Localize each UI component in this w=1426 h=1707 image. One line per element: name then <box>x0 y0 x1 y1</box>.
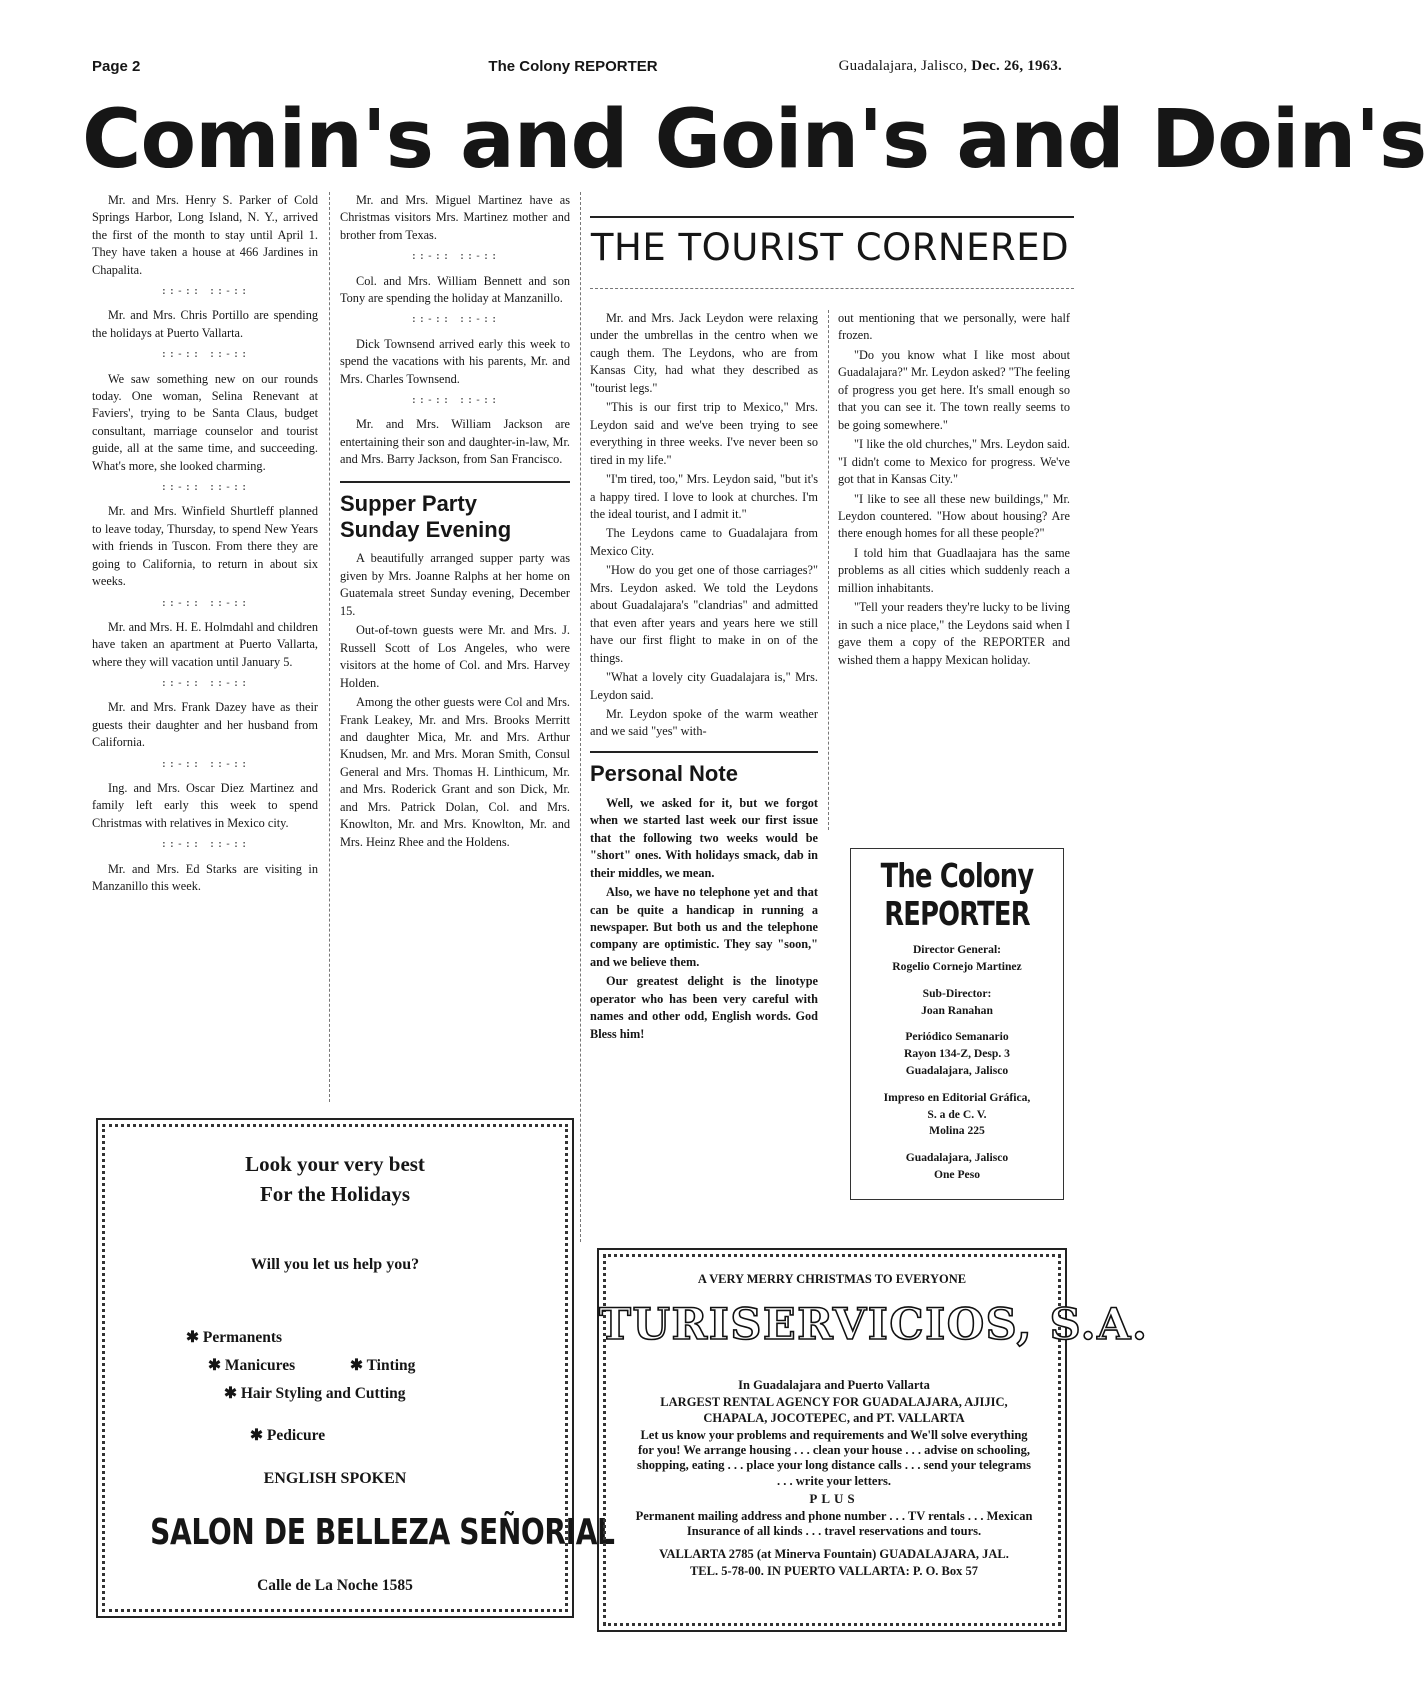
news-item: Mr. and Mrs. William Jackson are entertaining their son and daughter-in-law, Mr. and Mrs. Barry Jackson, from San Francisco. <box>340 417 570 467</box>
supper-paragraph: Out-of-town guests were Mr. and Mrs. J. Russell Scott of Los Angeles, who were visitors at the home of Col. and Mrs. Harvey Holden. <box>340 623 570 690</box>
tourist-paragraph: "I like the old churches," Mrs. Leydon said. "I didn't come to Mexico for progress. We've got that in Kansas City." <box>838 437 1070 487</box>
page-number: Page 2 <box>92 58 141 75</box>
salon-headline-line1: Look your very best <box>245 1152 425 1176</box>
tourist-paragraph: out mentioning that we personally, were half frozen. <box>838 311 1070 343</box>
tourist-paragraph: I told him that Guadlaajara has the same problems as all cities which suddenly reach a million inhabitants. <box>838 545 1070 595</box>
section-divider <box>590 751 818 753</box>
reporter-masthead-box <box>850 848 1064 1200</box>
reporter-logo <box>874 857 1039 932</box>
service-permanents: ✱ Permanents <box>186 1329 283 1346</box>
society-column-2 <box>340 192 570 853</box>
tourist-paragraph: "Tell your readers they're lucky to be living in such a nice place," the Leydons said when I gave them a copy of the REPORTER and wished them a happy Mexican holiday. <box>838 600 1070 667</box>
supper-headline-line1: Supper Party <box>340 490 477 516</box>
director-name: Rogelio Cornejo Martinez <box>892 960 1022 974</box>
turiservicios-body <box>635 1378 1033 1582</box>
news-item: Ing. and Mrs. Oscar Diez Martinez and family left early this week to spend Christmas with relatives in Mexico city. <box>92 781 318 830</box>
column-rule <box>580 192 581 1242</box>
turis-address: VALLARTA 2785 (at Minerva Fountain) GUADALAJARA, JAL. <box>659 1547 1009 1562</box>
subdirector-name: Joan Ranahan <box>921 1003 993 1017</box>
separator: ::-:: ::-:: <box>160 678 250 690</box>
separator: ::-:: ::-:: <box>410 251 500 263</box>
supper-party-headline <box>340 491 570 543</box>
tourist-paragraph: "What a lovely city Guadalajara is," Mrs. Leydon said. <box>590 670 818 702</box>
supper-headline-line2: Sunday Evening <box>340 516 512 542</box>
turis-agency: LARGEST RENTAL AGENCY FOR GUADALAJARA, AJIJIC, CHAPALA, JOCOTEPEC, and PT. VALLARTA <box>660 1395 1008 1425</box>
tourist-column-1 <box>590 310 818 1045</box>
salon-headline-line2: For the Holidays <box>259 1181 411 1206</box>
tourist-paragraph: "This is our first trip to Mexico," Mrs. Leydon said and we've been trying to see everything in three weeks. I've never been so tired in my life." <box>590 400 818 467</box>
service-hair-styling: ✱ Hair Styling and Cutting <box>224 1385 406 1402</box>
turis-locations: In Guadalajara and Puerto Vallarta <box>738 1378 930 1392</box>
news-item: Mr. and Mrs. Miguel Martinez have as Christmas visitors Mrs. Martinez mother and brother from Texas. <box>340 193 570 242</box>
tourist-paragraph: "Do you know what I like most about Guadalajara?" Mr. Leydon asked? "The feeling of progress you get here. It's small enough so that you can see it. The town really seems to be going somewhere." <box>838 347 1070 432</box>
tourist-top-rule <box>590 216 1074 218</box>
separator: ::-:: ::-:: <box>410 314 500 326</box>
separator: ::-:: ::-:: <box>160 286 250 298</box>
tourist-paragraph: Mr. and Mrs. Jack Leydon were relaxing under the umbrellas in the centro when we caugh them. The Leydons, who are from Kansas City, had what they described as "tourist legs." <box>590 311 818 395</box>
office-address: Rayon 134-Z, Desp. 3 <box>904 1047 1010 1061</box>
personal-note-headline: Personal Note <box>590 760 738 786</box>
news-item: Dick Townsend arrived early this week to spend the vacations with his parents, Mr. and Mrs. Charles Townsend. <box>340 336 570 386</box>
tourist-bottom-rule <box>590 288 1074 289</box>
salon-advertisement <box>96 1118 615 1618</box>
separator: ::-:: ::-:: <box>160 597 250 609</box>
personal-note-body <box>590 795 818 1043</box>
salon-address: Calle de La Noche 1585 <box>257 1577 413 1594</box>
personal-paragraph: Also, we have no telephone yet and that can be quite a handicap in running a newspaper. But both us and the telephone company are optimistic. They say "soon," and we believe them. <box>590 885 818 969</box>
separator: ::-:: ::-:: <box>160 349 250 361</box>
news-item: Mr. and Mrs. Chris Portillo are spending the holidays at Puerto Vallarta. <box>92 308 318 340</box>
printer-city: Guadalajara, Jalisco <box>905 1151 1009 1165</box>
turiservicios-logo: TURISERVICIOS, S.A. <box>599 1300 1149 1350</box>
page-headline: Comin's and Goin's and Doin's <box>82 93 1426 187</box>
christmas-greeting: A VERY MERRY CHRISTMAS TO EVERYONE <box>697 1272 967 1286</box>
news-item: Col. and Mrs. William Bennett and son Tony are spending the holiday at Manzanillo. <box>340 273 570 305</box>
news-item: Mr. and Mrs. H. E. Holmdahl and children have taken an apartment at Puerto Vallarta, where they will vacation until January 5. <box>92 619 318 669</box>
reporter-logo-line1: The Colony <box>880 856 1034 895</box>
separator: ::-:: ::-:: <box>160 839 250 851</box>
turis-extras: Permanent mailing address and phone number . . . TV rentals . . . Mexican Insurance of all kinds . . . travel reservations and tours. <box>635 1508 1033 1538</box>
service-pedicure: ✱ Pedicure <box>250 1427 326 1444</box>
turis-phone: TEL. 5-78-00. IN PUERTO VALLARTA: P. O. Box 57 <box>689 1564 979 1579</box>
salon-headline <box>98 1150 572 1210</box>
paper-name: The Colony REPORTER <box>488 58 658 75</box>
service-manicures: ✱ Manicures <box>208 1357 296 1374</box>
salon-name: SALON DE BELLEZA SEÑORIAL <box>150 1512 615 1553</box>
news-item: Mr. and Mrs. Winfield Shurtleff planned to leave today, Thursday, to spend New Years with friends in Tuscon. From there they are going to California, to return in about six weeks. <box>92 504 318 589</box>
dateline <box>839 58 1062 75</box>
printer-street: Molina 225 <box>929 1124 985 1138</box>
turis-services: Let us know your problems and requirements and We'll solve everything for you! We arrange housing . . . clean your house . . . advise on schooling, shopping, eating . . . place your long distance calls . . . send your telegrams . . . write your letters. <box>636 1427 1031 1488</box>
director-label: Director General: <box>912 943 1002 957</box>
office-city: Guadalajara, Jalisco <box>905 1064 1009 1077</box>
tourist-headline: THE TOURIST CORNERED <box>590 226 1070 269</box>
english-spoken: ENGLISH SPOKEN <box>263 1470 407 1487</box>
news-item: Mr. and Mrs. Henry S. Parker of Cold Springs Harbor, Long Island, N. Y., arrived the first of the month to stay until April 1. They have taken a house at 466 Jardines in Chapalita. <box>92 193 318 277</box>
periodico-label: Periódico Semanario <box>905 1030 1009 1044</box>
separator: ::-:: ::-:: <box>160 758 250 770</box>
separator: ::-:: ::-:: <box>160 482 250 494</box>
turis-plus: PLUS <box>809 1490 859 1506</box>
printer-label: Impreso en Editorial Gráfica, <box>883 1090 1031 1104</box>
column-rule <box>329 192 330 1102</box>
dateline-date: Dec. 26, 1963. <box>971 58 1062 74</box>
tourist-paragraph: "I'm tired, too," Mrs. Leydon said, "but it's a happy tired. I love to look at churches. I'm the ideal tourist, and I admit it." <box>590 472 818 521</box>
supper-paragraph: Among the other guests were Col and Mrs. Frank Leakey, Mr. and Mrs. Brooks Merritt and daughter Mica, Mr. and Mrs. Arthur Knudsen, Mr. and Mrs. Moran Smith, Consul General and Mrs. Thomas H. Linthicum, Mr. and Mrs. Roderick Grant and son Dick, Mr. and Mrs. Patrick Dolan, Col. and Mrs. Knowlton, Mr. and Mrs. Knowlton, Mr. and Mrs. Heinz Rhee and the Holdens. <box>340 695 570 849</box>
news-item: Mr. and Mrs. Ed Starks are visiting in Manzanillo this week. <box>92 861 318 893</box>
personal-paragraph: Well, we asked for it, but we forgot when we started last week our first issue that the following two weeks would be "short" ones. With holidays smack, dab in their middles, we mean. <box>590 795 818 880</box>
separator: ::-:: ::-:: <box>410 395 500 406</box>
tourist-paragraph: "How do you get one of those carriages?" Mrs. Leydon asked. We told the Leydons about Guadalajara's "clandrias" and admitted that even after years and years here we still have our first flight to make in on of the things. <box>590 563 818 665</box>
section-divider <box>340 481 570 483</box>
news-item: Mr. and Mrs. Frank Dazey have as their guests their daughter and her husband from California. <box>92 700 318 750</box>
tourist-column-2 <box>838 310 1070 671</box>
salon-question: Will you let us help you? <box>250 1256 420 1273</box>
price: One Peso <box>933 1167 981 1181</box>
tourist-paragraph: "I like to see all these new buildings," Mr. Leydon countered. "How about housing? Are there enough homes for all these people?" <box>838 491 1070 541</box>
service-tinting: ✱ Tinting <box>350 1357 416 1374</box>
column-rule <box>828 310 829 830</box>
tourist-paragraph: Mr. Leydon spoke of the warm weather and we said "yes" with- <box>590 706 818 739</box>
supper-paragraph: A beautifully arranged supper party was given by Mrs. Joanne Ralphs at her home on Guatemala street Sunday evening, December 15. <box>340 551 570 618</box>
society-column-1 <box>92 192 318 897</box>
reporter-logo-line2: REPORTER <box>884 893 1030 933</box>
subdirector-label: Sub-Director: <box>922 986 992 1000</box>
printer-company: S. a de C. V. <box>927 1107 987 1121</box>
turiservicios-advertisement <box>597 1248 1149 1632</box>
personal-paragraph: Our greatest delight is the linotype operator who has been very careful with names and other odd, English words. God Bless him! <box>590 974 818 1041</box>
dateline-place: Guadalajara, Jalisco, <box>838 58 972 74</box>
news-item: We saw something new on our rounds today. One woman, Selina Renevant at Faviers', trying to be Santa Claus, budget consultant, marriage counselor and tourist guide, all at the same time, and succeeding. What's more, she looked charming. <box>92 371 318 473</box>
tourist-paragraph: The Leydons came to Guadalajara from Mexico City. <box>590 526 818 558</box>
